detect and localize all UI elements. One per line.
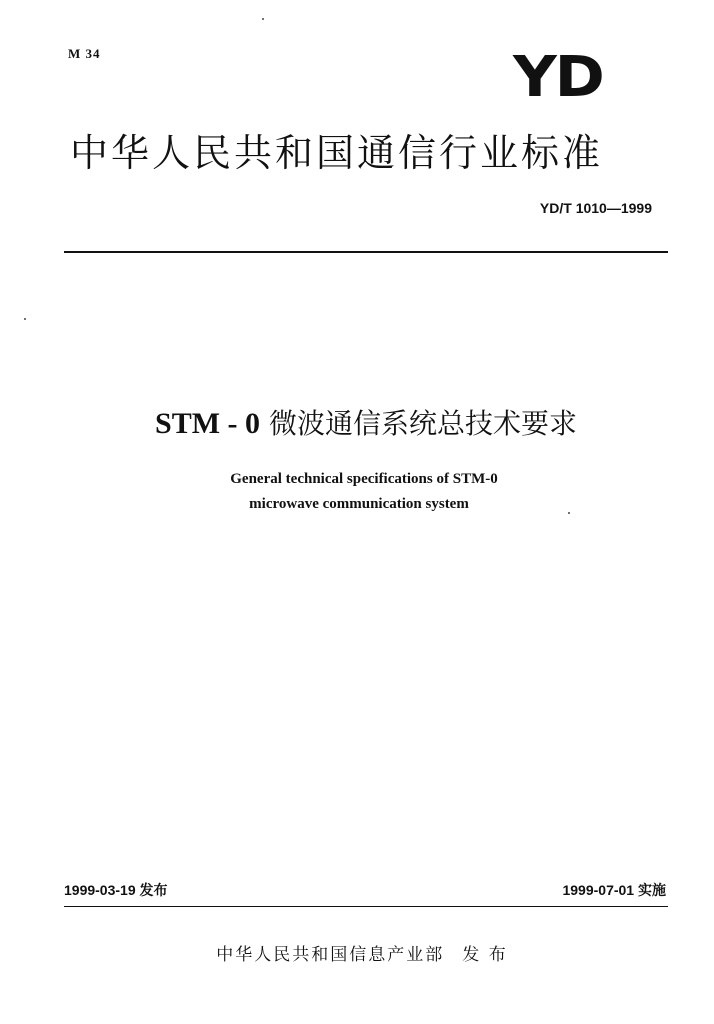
footer-divider: [64, 906, 668, 907]
scan-speck: [262, 18, 264, 20]
standard-number: YD/T 1010—1999: [539, 200, 652, 216]
english-title-line-1: General technical specifications of STM-0: [230, 471, 498, 487]
scan-speck: [24, 318, 26, 320]
issue-date: 1999-03-19 发布: [64, 882, 168, 898]
document-title-prefix: STM - 0: [155, 407, 261, 440]
standard-category-title: 中华人民共和国通信行业标准: [70, 131, 604, 175]
publisher-line: [0, 940, 714, 965]
yd-logo: YD: [513, 45, 603, 110]
document-title: [0, 405, 714, 443]
implementation-date: 1999-07-01 实施: [562, 882, 666, 898]
publisher-name: 中华人民共和国信息产业部: [216, 945, 445, 965]
document-title-main: 微波通信系统总技术要求: [268, 407, 577, 440]
english-title-line-2: microwave communication system: [249, 496, 469, 512]
header-divider: [64, 251, 668, 253]
scan-speck: [568, 512, 570, 514]
publisher-action: 发 布: [462, 945, 508, 965]
classification-code: M 34: [68, 46, 101, 61]
